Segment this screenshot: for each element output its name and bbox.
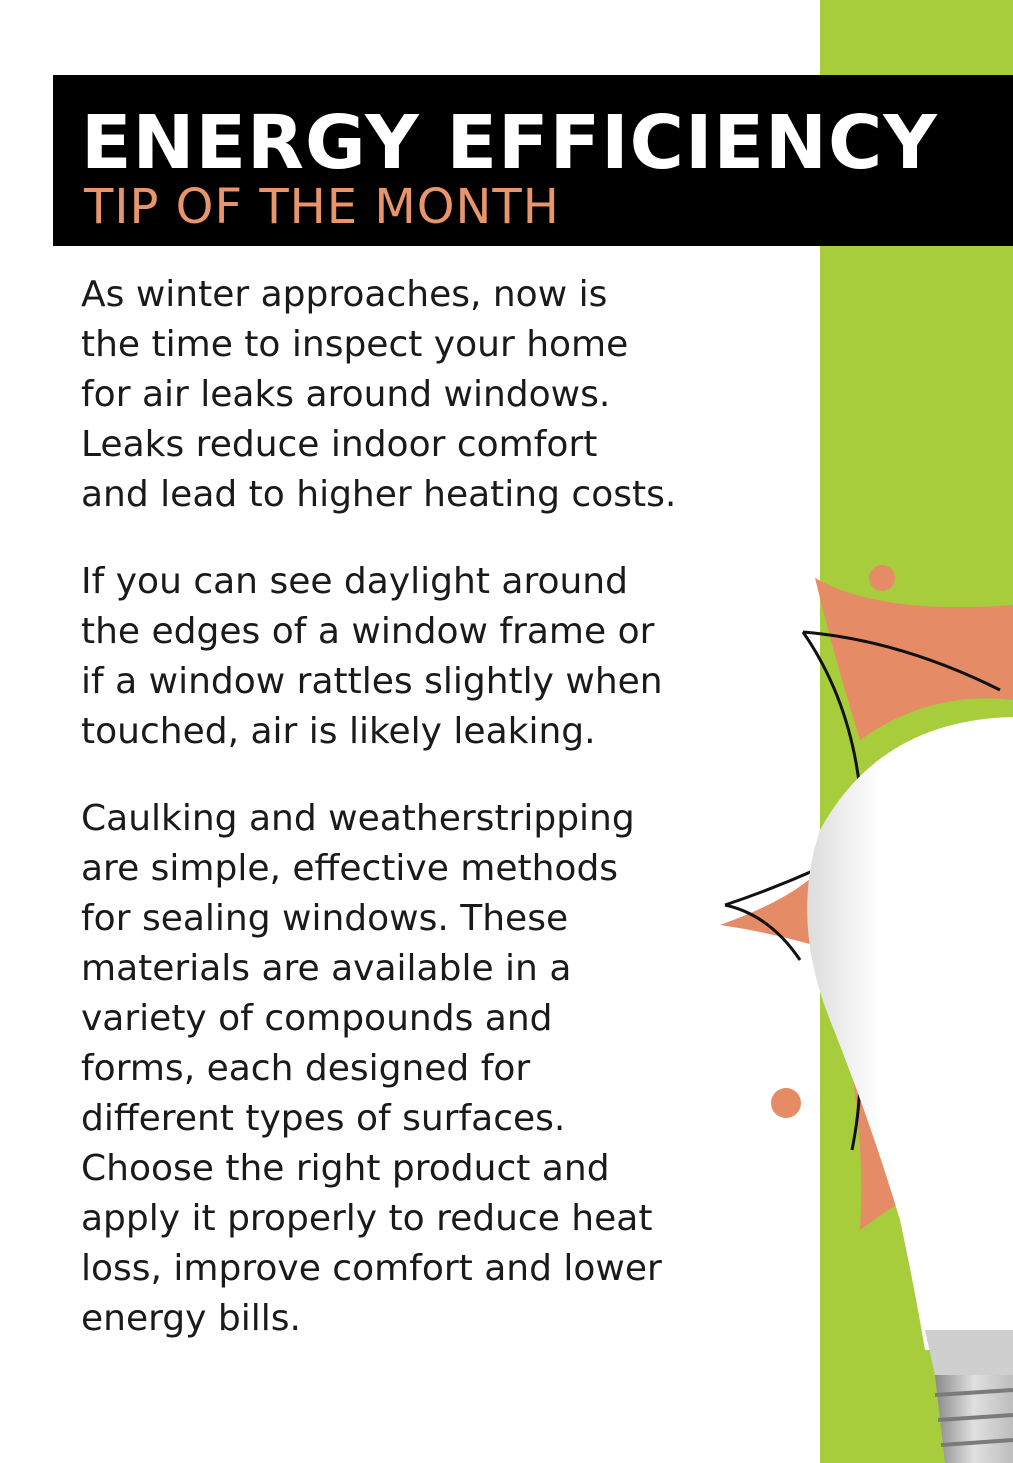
text-line: As winter approaches, now is [81, 274, 608, 315]
text-line: the edges of a window frame or [81, 611, 655, 652]
tip-body [81, 270, 781, 1381]
bulb-neck [925, 1330, 1013, 1375]
text-line: different types of surfaces. [81, 1098, 566, 1139]
text-line: materials are available in a [81, 948, 572, 989]
text-line: Choose the right product and [81, 1148, 610, 1189]
text-line: loss, improve comfort and lower [81, 1248, 662, 1289]
text-line: variety of compounds and [81, 998, 553, 1039]
text-line: Leaks reduce indoor comfort [81, 424, 598, 465]
text-line: apply it properly to reduce heat [81, 1198, 653, 1239]
header-banner [53, 75, 1013, 246]
text-line: are simple, effective methods [81, 848, 619, 889]
bulb-glass [807, 717, 1013, 1350]
paragraph [81, 794, 781, 1344]
paragraph [81, 270, 781, 520]
orange-dot [869, 565, 895, 591]
text-line: the time to inspect your home [81, 324, 629, 365]
text-line: and lead to higher heating costs. [81, 474, 677, 515]
text-line: if a window rattles slightly when [81, 661, 663, 702]
text-line: If you can see daylight around [81, 561, 628, 602]
text-line: for sealing windows. These [81, 898, 569, 939]
text-line: forms, each designed for [81, 1048, 531, 1089]
text-line: for air leaks around windows. [81, 374, 611, 415]
text-line: touched, air is likely leaking. [81, 711, 596, 752]
paragraph [81, 557, 781, 757]
text-line: energy bills. [81, 1298, 301, 1339]
text-line: Caulking and weatherstripping [81, 798, 635, 839]
page-subtitle: TIP OF THE MONTH [84, 179, 560, 235]
page-title: ENERGY EFFICIENCY [81, 100, 938, 186]
